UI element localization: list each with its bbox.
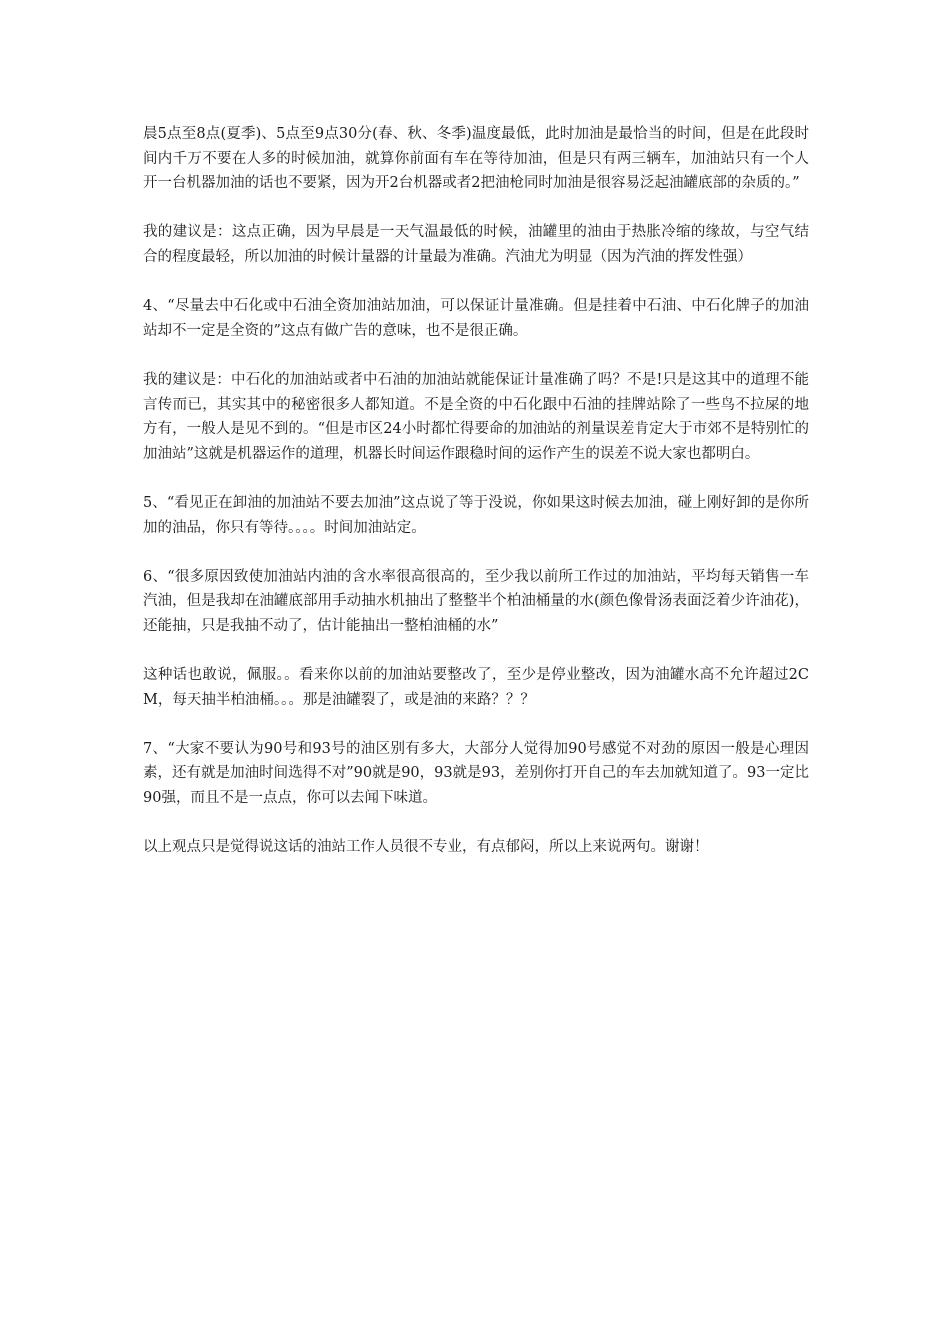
paragraph-point-7: 7、“大家不要认为90号和93号的油区别有多大，大部分人觉得加90号感觉不对劲的原因一般是心理因素，还有就是加油时间选得不对”90就是90，93就是93，差别你打开自己的车去加就知道了。93一定比90强，而且不是一点点，你可以去闻下味道。 (143, 740, 809, 807)
paragraph-point-6: 6、“很多原因致使加油站内油的含水率很高很高的，至少我以前所工作过的加油站，平均每天销售一车汽油，但是我却在油罐底部用手动抽水机抽出了整整半个柏油桶量的水(颜色像骨汤表面泛着少许油花)，还能抽，只是我抽不动了，估计能抽出一整柏油桶的水” (143, 568, 809, 634)
paragraph-intro-tail: 晨5点至8点(夏季)、5点至9点30分(春、秋、冬季)温度最低，此时加油是最恰当的时间，但是在此段时间内千万不要在人多的时候加油，就算你前面有车在等待加油，但是只有两三辆车，加油站只有一个人开一台机器加油的话也不要紧，因为开2台机器或者2把油枪同时加油是很容易泛起油罐底部的杂质的。” (143, 126, 809, 192)
paragraph-suggestion-4: 我的建议是：中石化的加油站或者中石油的加油站就能保证计量准确了吗？不是!只是这其中的道理不能言传而已，其实其中的秘密很多人都知道。不是全资的中石化跟中石油的挂牌站除了一些鸟不拉屎的地方有，一般人是见不到的。“但是市区24小时都忙得要命的加油站的剂量误差肯定大于市郊不是特别忙的加油站”这就是机器运作的道理，机器长时间运作跟稳时间的运作产生的误差不说大家也都明白。 (143, 371, 809, 462)
paragraph-comment-6: 这种话也敢说，佩服。。看来你以前的加油站要整改了，至少是停业整改，因为油罐水高不允许超过2CM，每天抽半柏油桶。。。那是油罐裂了，或是油的来路？？？ (143, 667, 809, 708)
paragraph-point-4: 4、“尽量去中石化或中石油全资加油站加油，可以保证计量准确。但是挂着中石油、中石化牌子的加油站却不一定是全资的”这点有做广告的意味，也不是很正确。 (143, 298, 809, 339)
paragraph-suggestion-3: 我的建议是：这点正确，因为早晨是一天气温最低的时候，油罐里的油由于热胀冷缩的缘故，与空气结合的程度最轻，所以加油的时候计量器的计量最为准确。汽油尤为明显（因为汽油的挥发性强） (143, 224, 809, 265)
paragraph-point-5: 5、“看见正在卸油的加油站不要去加油”这点说了等于没说，你如果这时候去加油，碰上刚好卸的是你所加的油品，你只有等待。。。。时间加油站定。 (143, 494, 809, 536)
document-body (143, 122, 809, 884)
paragraph-conclusion: 以上观点只是觉得说这话的油站工作人员很不专业，有点郁闷，所以上来说两句。谢谢！ (143, 839, 709, 856)
